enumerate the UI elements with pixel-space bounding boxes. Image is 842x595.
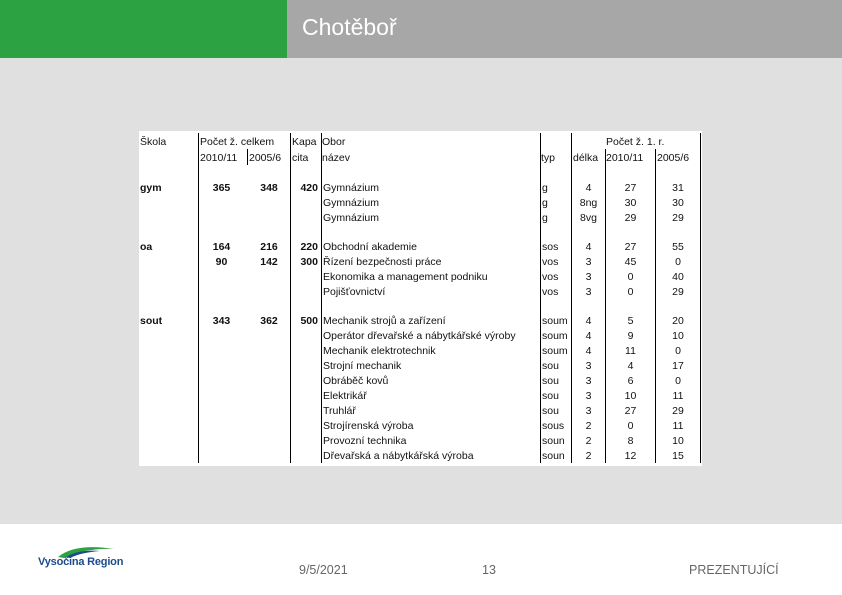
field-name: Mechanik strojů a zařízení <box>323 315 446 327</box>
field-type: sos <box>542 241 559 253</box>
first-year-2010-11: 0 <box>627 271 634 283</box>
field-length: 4 <box>585 241 592 253</box>
first-year-2010-11: 0 <box>627 286 634 298</box>
total-2010-11: 164 <box>212 241 231 253</box>
capacity: 220 <box>300 241 318 253</box>
first-year-2010-11: 29 <box>624 212 637 224</box>
footer-page-number: 13 <box>482 563 496 577</box>
header-2005-6-b: 2005/6 <box>657 152 690 164</box>
field-type: g <box>542 182 548 194</box>
first-year-2005-6: 40 <box>672 271 684 283</box>
field-name: Strojírenská výroba <box>323 420 414 432</box>
first-year-2010-11: 10 <box>624 390 637 402</box>
total-2005-6: 362 <box>260 315 278 327</box>
header-cita: cita <box>292 152 309 164</box>
header-2005-6: 2005/6 <box>249 152 282 164</box>
header-skola: Škola <box>140 136 167 148</box>
field-name: Provozní technika <box>323 435 407 447</box>
field-name: Pojišťovnictví <box>323 286 386 298</box>
field-length: 4 <box>585 315 592 327</box>
school-code: sout <box>140 315 163 327</box>
total-2005-6: 348 <box>260 182 278 194</box>
first-year-2005-6: 10 <box>672 435 684 447</box>
field-type: vos <box>542 271 559 283</box>
first-year-2010-11: 27 <box>624 241 637 253</box>
field-type: sous <box>542 420 565 432</box>
field-length: 2 <box>585 435 592 447</box>
first-year-2005-6: 55 <box>672 241 684 253</box>
first-year-2005-6: 30 <box>672 197 684 209</box>
first-year-2005-6: 10 <box>672 330 684 342</box>
field-type: soun <box>542 435 565 447</box>
column-divider <box>321 133 322 463</box>
first-year-2005-6: 0 <box>675 345 681 357</box>
field-length: 8vg <box>580 212 597 224</box>
column-divider <box>247 149 248 165</box>
field-length: 3 <box>585 375 592 387</box>
field-length: 2 <box>585 450 592 462</box>
first-year-2010-11: 30 <box>624 197 637 209</box>
field-length: 4 <box>585 182 592 194</box>
field-type: soum <box>542 315 568 327</box>
first-year-2010-11: 9 <box>627 330 634 342</box>
slide-title: Chotěboř <box>302 14 397 40</box>
field-length: 3 <box>585 256 592 268</box>
field-name: Dřevařská a nábytkářská výroba <box>323 450 474 462</box>
first-year-2005-6: 31 <box>672 182 684 194</box>
field-name: Strojní mechanik <box>323 360 402 372</box>
field-name: Ekonomika a management podniku <box>323 271 488 283</box>
header-nazev: název <box>322 152 351 164</box>
field-name: Truhlář <box>323 405 356 417</box>
total-2010-11: 365 <box>212 182 231 194</box>
field-type: soun <box>542 450 565 462</box>
first-year-2010-11: 8 <box>627 435 634 447</box>
column-divider <box>540 133 541 463</box>
field-length: 3 <box>585 286 592 298</box>
first-year-2010-11: 11 <box>625 345 636 357</box>
header-kapa: Kapa <box>292 136 317 148</box>
first-year-2005-6: 29 <box>672 212 684 224</box>
field-length: 2 <box>585 420 592 432</box>
column-divider <box>700 133 701 463</box>
header-obor: Obor <box>322 136 346 148</box>
first-year-2005-6: 29 <box>672 286 684 298</box>
first-year-2005-6: 11 <box>672 390 684 402</box>
first-year-2005-6: 15 <box>672 450 684 462</box>
school-code: gym <box>140 182 162 194</box>
footer-presenter: PREZENTUJÍCÍ <box>689 563 779 577</box>
field-type: sou <box>542 360 559 372</box>
first-year-2010-11: 0 <box>627 420 634 432</box>
header-delka: délka <box>573 152 599 164</box>
header-green-band <box>0 0 287 58</box>
field-length: 4 <box>585 330 592 342</box>
first-year-2005-6: 0 <box>675 256 681 268</box>
field-name: Řízení bezpečnosti práce <box>323 256 442 268</box>
capacity: 300 <box>300 256 318 268</box>
header-2010-11: 2010/11 <box>200 152 238 164</box>
field-name: Elektrikář <box>323 390 367 402</box>
school-table <box>139 131 702 466</box>
field-type: vos <box>542 256 559 268</box>
field-name: Operátor dřevařské a nábytkářské výroby <box>323 330 516 342</box>
field-length: 3 <box>585 360 592 372</box>
first-year-2005-6: 0 <box>675 375 681 387</box>
field-length: 3 <box>585 390 592 402</box>
field-type: soum <box>542 345 568 357</box>
first-year-2010-11: 12 <box>624 450 637 462</box>
field-length: 8ng <box>579 197 598 209</box>
total-2005-6: 216 <box>260 241 278 253</box>
total-2010-11: 90 <box>215 256 228 268</box>
field-length: 3 <box>585 271 592 283</box>
slide-header <box>0 0 842 58</box>
first-year-2005-6: 11 <box>672 420 684 432</box>
first-year-2010-11: 5 <box>627 315 634 327</box>
capacity: 500 <box>300 315 318 327</box>
first-year-2005-6: 29 <box>672 405 684 417</box>
logo-text: Vysočina Region <box>38 556 124 568</box>
first-year-2010-11: 27 <box>624 182 637 194</box>
header-typ: typ <box>541 152 556 164</box>
field-type: vos <box>542 286 559 298</box>
school-code: oa <box>140 241 153 253</box>
first-year-2010-11: 6 <box>627 375 634 387</box>
first-year-2010-11: 4 <box>627 360 634 372</box>
field-name: Gymnázium <box>323 182 380 194</box>
field-name: Mechanik elektrotechnik <box>323 345 436 357</box>
field-length: 3 <box>585 405 592 417</box>
field-type: sou <box>542 390 559 402</box>
header-2010-11-b: 2010/11 <box>606 152 644 164</box>
field-type: sou <box>542 375 559 387</box>
field-type: g <box>542 197 548 209</box>
field-type: sou <box>542 405 559 417</box>
header-pocet-1r: Počet ž. 1. r. <box>606 136 665 148</box>
total-2005-6: 142 <box>260 256 278 268</box>
first-year-2010-11: 27 <box>624 405 637 417</box>
field-name: Obchodní akademie <box>323 241 417 253</box>
first-year-2005-6: 17 <box>672 360 684 372</box>
header-pocet-celkem: Počet ž. celkem <box>200 136 275 148</box>
field-type: g <box>542 212 548 224</box>
field-name: Gymnázium <box>323 197 380 209</box>
field-name: Obráběč kovů <box>323 375 389 387</box>
vysocina-region-logo <box>38 545 138 575</box>
first-year-2005-6: 20 <box>672 315 684 327</box>
total-2010-11: 343 <box>212 315 231 327</box>
field-name: Gymnázium <box>323 212 380 224</box>
capacity: 420 <box>300 182 318 194</box>
first-year-2010-11: 45 <box>624 256 637 268</box>
field-length: 4 <box>585 345 592 357</box>
field-type: soum <box>542 330 568 342</box>
footer-date: 9/5/2021 <box>299 563 348 577</box>
